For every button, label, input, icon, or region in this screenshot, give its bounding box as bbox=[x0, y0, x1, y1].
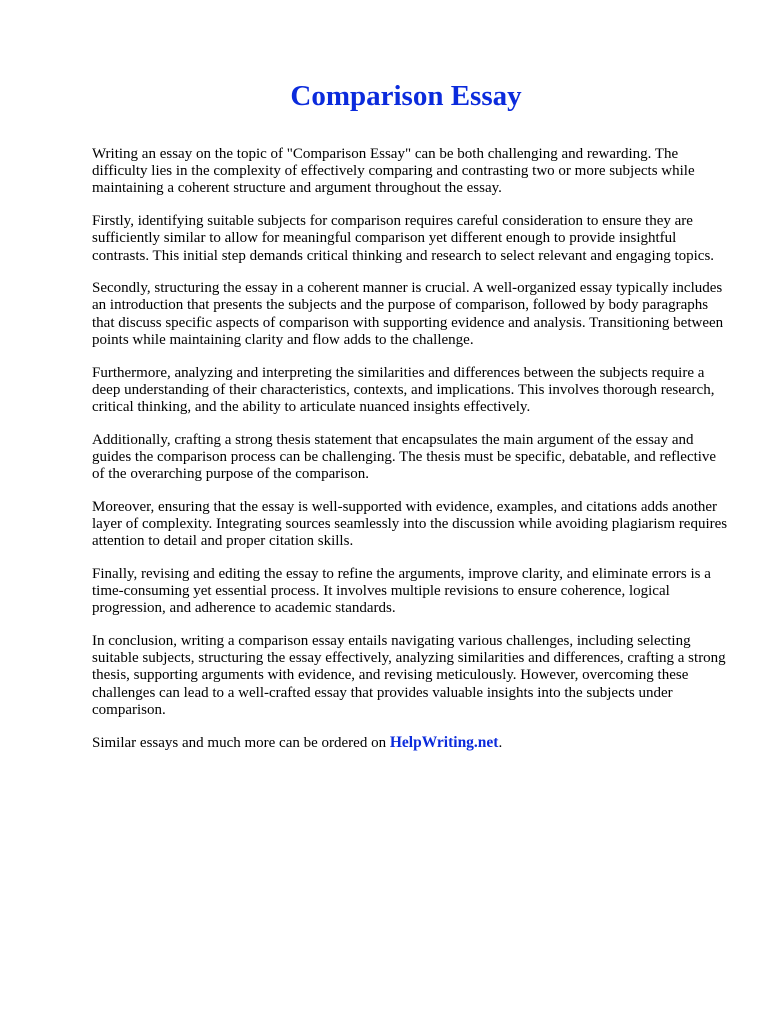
essay-paragraph-3: Secondly, structuring the essay in a coherent manner is crucial. A well-organized essay typically includes an introduction that presents the subjects and the purpose of comparison, followed by body paragraphs that discuss specific aspects of comparison with supporting evidence and analysis. Transitioning between points while maintaining clarity and flow adds to the challenge. bbox=[92, 280, 724, 348]
promo-line bbox=[92, 734, 728, 752]
promo-suffix: . bbox=[498, 735, 503, 752]
essay-paragraph-2: Firstly, identifying suitable subjects for comparison requires careful consideration to ensure they are sufficiently similar to allow for meaningful comparison yet different enough to provide insightful contrasts. This initial step demands critical thinking and research to select relevant and engaging topics. bbox=[92, 213, 715, 264]
essay-paragraph-7: Finally, revising and editing the essay to refine the arguments, improve clarity, and eliminate errors is a time-consuming yet essential process. It involves multiple revisions to ensure coherence, logical progression, and adherence to academic standards. bbox=[92, 565, 711, 617]
essay-paragraph-5: Additionally, crafting a strong thesis statement that encapsulates the main argument of the essay and guides the comparison process can be challenging. The thesis must be specific, debatable, and reflective of the overarching purpose of the comparison. bbox=[92, 431, 717, 483]
page-title: Comparison Essay bbox=[290, 80, 522, 112]
essay-paragraph-8: In conclusion, writing a comparison essay entails navigating various challenges, including selecting suitable subjects, structuring the essay effectively, analyzing similarities and differences, crafting a strong thesis, supporting arguments with evidence, and revising meticulously. However, overcoming these challenges can lead to a well-crafted essay that provides valuable insights into the subjects under comparison. bbox=[92, 632, 726, 718]
essay-paragraph-6: Moreover, ensuring that the essay is well-supported with evidence, examples, and citations adds another layer of complexity. Integrating sources seamlessly into the discussion while avoiding plagiarism requires attention to detail and proper citation skills. bbox=[92, 498, 728, 550]
essay-paragraph-1: Writing an essay on the topic of "Comparison Essay" can be both challenging and rewarding. The difficulty lies in the complexity of effectively comparing and contrasting two or more subjects while maintaining a coherent structure and argument throughout the essay. bbox=[92, 146, 695, 197]
promo-prefix: Similar essays and much more can be ordered on bbox=[92, 735, 390, 752]
essay-paragraph-4: Furthermore, analyzing and interpreting the similarities and differences between the subjects require a deep understanding of their characteristics, contexts, and implications. This involves thorough research, critical thinking, and the ability to articulate nuanced insights effectively. bbox=[92, 364, 715, 415]
helpwriting-link[interactable]: HelpWriting.net bbox=[389, 734, 499, 752]
essay-body bbox=[92, 146, 728, 753]
